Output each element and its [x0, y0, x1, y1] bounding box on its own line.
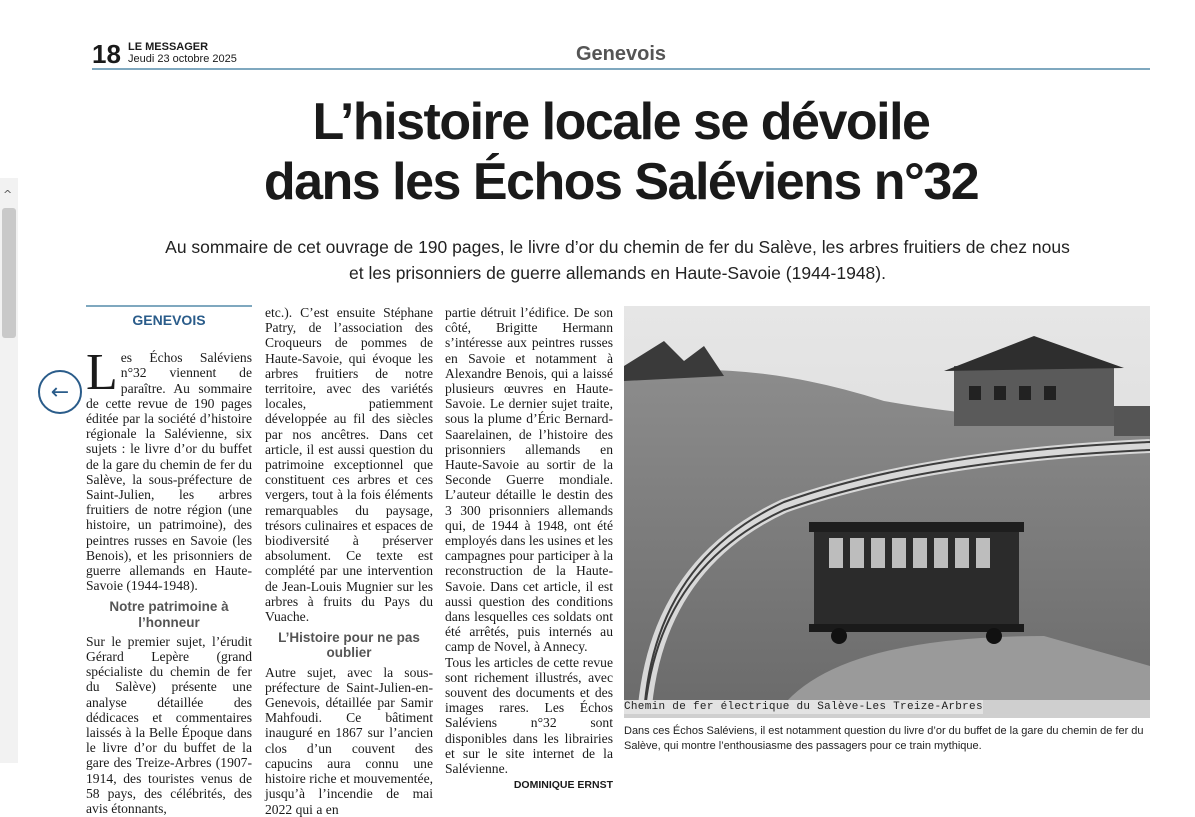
article-column-1 [86, 305, 252, 816]
subtitle-line-1: Au sommaire de cet ouvrage de 190 pages, le livre d’or du chemin de fer du Salève, les arbres fruitiers de chez nous [165, 237, 1070, 257]
publication-date: Jeudi 23 octobre 2025 [128, 53, 237, 65]
article-subtitle [140, 234, 1095, 286]
subtitle-line-2: et les prisonniers de guerre allemands en Haute-Savoie (1944-1948). [349, 263, 886, 283]
page-header [92, 40, 1150, 70]
publication-info [128, 41, 237, 65]
paragraph-4: Autre sujet, avec la sous-préfecture de Saint-Julien-en-Genevois, détaillée par Samir Mahfoudi. Ce bâtiment inauguré en 1867 sur l’ancien clos d’un couvent des capucins aura connu une histoire riche et mouvementée, jusqu’à l’incendie de mai 2022 qui a en [265, 664, 433, 817]
headline-line-2: dans les Échos Saléviens n°32 [263, 153, 979, 211]
paragraph-3: etc.). C’est ensuite Stéphane Patry, de l’association des Croqueurs de pommes de Haute-Savoie, qui évoque les arbres fruitiers de notre territoire, avec des variétés locales, patiemment développée au fil des siècles par nos ancêtres. Dans cet article, il est aussi question du patrimoine exceptionnel que constituent ces arbres et ces vergers, tout à la fois éléments remarquables du paysage, trésors culinaires et espaces de biodiversité à préserver absolument. Ce texte est complété par une intervention de Jean-Louis Mugnier sur les arbres à fruits du Pays du Vuache. [265, 305, 433, 625]
scrollbar[interactable] [0, 178, 18, 763]
headline-line-1: L’histoire locale se dévoile [312, 93, 930, 151]
paragraph-5: partie détruit l’édifice. De son côté, Brigitte Hermann s’intéresse aux peintres russes en Savoie et notamment à Alexandre Benois, qui a laissé plusieurs œuvres en Haute-Savoie. Le dernier sujet traite, sous la plume d’Éric Bernard-Saarelainen, de l’histoire des prisonniers allemands en Haute-Savoie au sortir de la Seconde Guerre mondiale. L’auteur détaille le destin des 3 300 prisonniers allemands qui, de 1944 à 1948, ont été employés dans les usines et les campagnes pour participer à la reconstruction de la Haute-Savoie. Dans cet article, il est aussi question des conditions dans lesquelles ces soldats ont été arrêtés, puis internés au camp de Novel, à Annecy. [445, 305, 614, 655]
intro-paragraph [86, 344, 252, 594]
interhead-patrimoine: Notre patrimoine à l’honneur [109, 599, 229, 630]
scroll-up-icon[interactable]: ^ [3, 188, 13, 201]
train-photo-illustration [624, 306, 1150, 718]
photo-caption: Dans ces Échos Saléviens, il est notamment question du livre d’or du buffet de la gare du chemin de fer du Salève, qui montre l’enthousiasme des passagers pour ce train mythique. [624, 725, 1144, 752]
photo-inner-caption: Chemin de fer électrique du Salève-Les Treize-Arbres [624, 701, 983, 713]
page-number: 18 [92, 39, 121, 69]
scrollbar-thumb[interactable] [2, 208, 16, 338]
publication-name: LE MESSAGER [128, 41, 209, 53]
interhead-histoire: L’Histoire pour ne pas oublier [278, 630, 420, 661]
back-arrow-button[interactable] [38, 370, 82, 414]
article-headline [92, 92, 1150, 212]
train-photo [624, 306, 1150, 718]
drop-cap: L [86, 344, 118, 402]
paragraph-6: Tous les articles de cette revue sont richement illustrés, avec souvent des documents et des images rares. Les Échos Saléviens n°32 sont disponibles dans les librairies et sur le site internet de la Salévienne. [445, 654, 613, 777]
article-column-3 [445, 305, 613, 794]
kicker [86, 305, 252, 328]
intro-text: es Échos Saléviens n°32 viennent de paraître. Au sommaire de cette revue de 190 pages éditée par la société d’histoire régionale la Salévienne, six sujets : le livre d’or du buffet de la gare du chemin de fer du Salève, la sous-préfecture de Saint-Julien, les arbres fruitiers de notre région (une histoire, un patrimoine), des peintres russes en Savoie (les Benois), et les prisonniers de guerre allemands en Haute-Savoie (1944-1948). [86, 350, 252, 594]
kicker-label: GENEVOIS [132, 312, 206, 328]
arrow-left-icon: ← [50, 380, 70, 405]
paragraph-2: Sur le premier sujet, l’érudit Gérard Lepère (grand spécialiste du chemin de fer du Salève) présente une analyse détaillée des dédicaces et commentaires laissés à la Belle Époque dans le livre d’or du buffet de la gare des Treize-Arbres (1907-1914, des touristes venus de 58 pays, des célébrités, des avis étonnants, [86, 633, 252, 817]
author-byline: DOMINIQUE ERNST [513, 779, 613, 792]
section-title: Genevois [576, 43, 667, 65]
article-column-2 [265, 305, 433, 817]
